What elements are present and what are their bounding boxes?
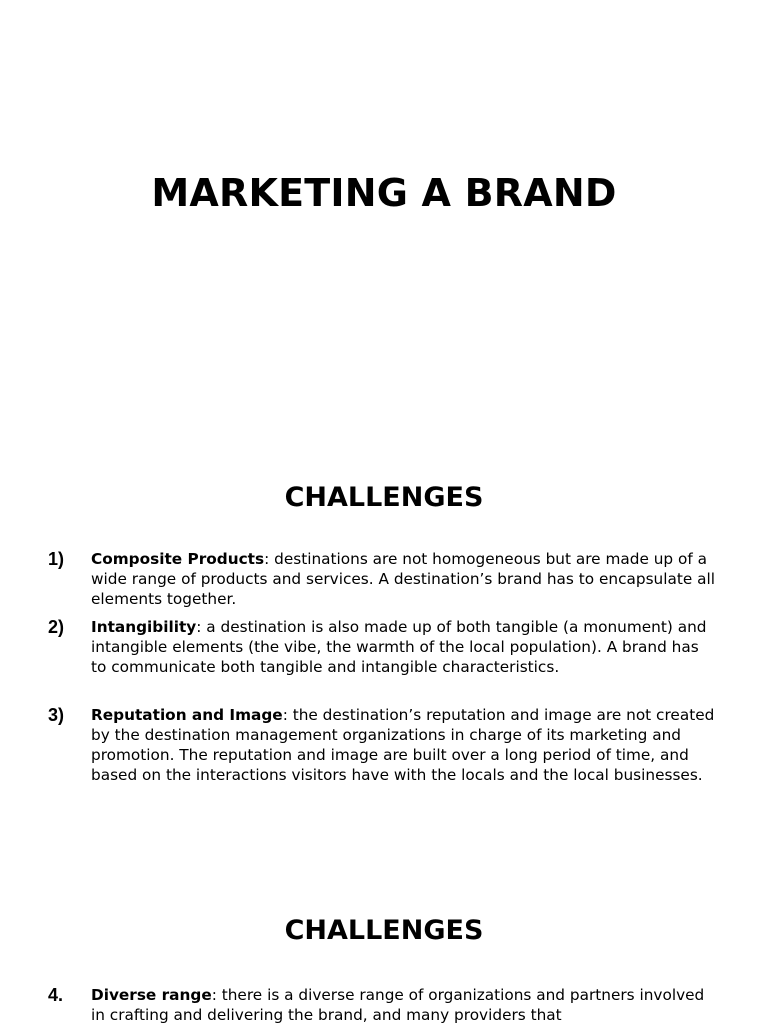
list-item-text	[91, 985, 716, 1024]
document-title: MARKETING A BRAND	[151, 171, 617, 215]
list-item-text	[91, 549, 716, 609]
list-item-number: 4.	[48, 985, 64, 1005]
section-heading-challenges: CHALLENGES	[284, 915, 484, 946]
list-item-number: 2)	[48, 617, 65, 637]
list-item-number: 3)	[48, 705, 65, 725]
list-item-description: : the destination’s reputation and image are not created by the destination management organizations in charge of its marketing and promotion. The reputation and image are built over a long period of time, and based on the interactions visitors have with the locals and the local businesses.	[91, 706, 715, 784]
list-item-term: Composite Products	[91, 550, 265, 568]
list-item-text	[91, 617, 716, 677]
list-item-number: 1)	[48, 549, 65, 569]
list-item-text	[91, 705, 716, 785]
list-item-description: : a destination is also made up of both tangible (a monument) and intangible elements (the vibe, the warmth of the local population). A brand has to communicate both tangible and intangible characteristics.	[91, 618, 707, 676]
list-item-term: Diverse range	[91, 986, 212, 1004]
list-item-description: : destinations are not homogeneous but are made up of a wide range of products and services. A destination’s brand has to encapsulate all elements together.	[91, 550, 716, 608]
list-item-term: Intangibility	[91, 618, 197, 636]
list-item-term: Reputation and Image	[91, 706, 283, 724]
list-item-description: : there is a diverse range of organizations and partners involved in crafting and delivering the brand, and many providers that	[91, 986, 705, 1024]
section-heading-challenges: CHALLENGES	[284, 482, 484, 513]
